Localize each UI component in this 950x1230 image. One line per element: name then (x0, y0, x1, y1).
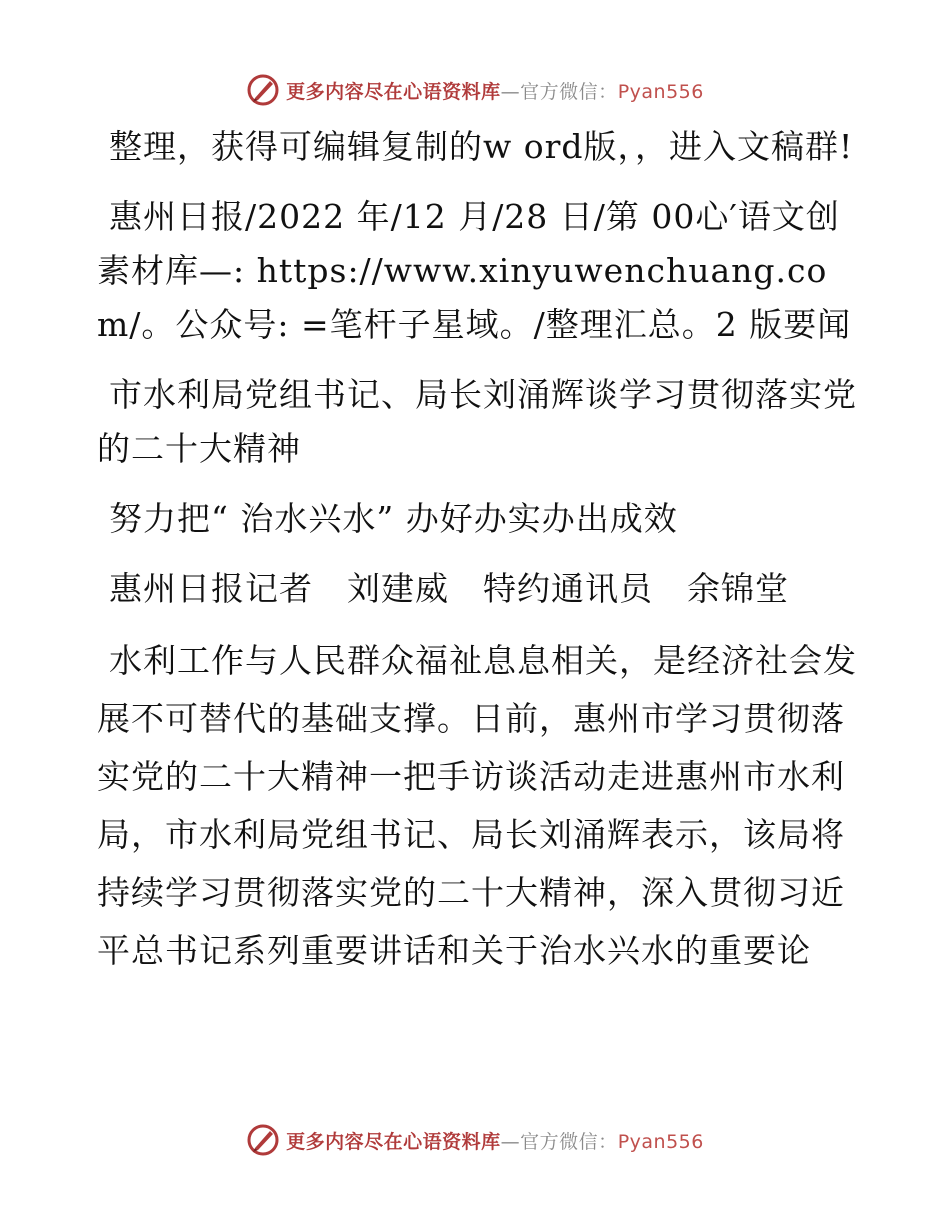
article-subtitle: 市水利局党组书记、局长刘涌辉谈学习贯彻落实党的二十大精神 (97, 375, 857, 468)
banner-wechat-id: Pyan556 (617, 80, 704, 103)
quill-logo-icon (246, 1123, 280, 1157)
banner-text (286, 1127, 704, 1154)
banner-text (286, 77, 704, 104)
quill-logo-icon (246, 73, 280, 107)
article-title: 努力把“ 治水兴水” 办好办实办出成效 (109, 499, 678, 538)
header-banner (0, 70, 950, 110)
banner-official-label: 官方微信： (520, 1130, 618, 1153)
body-paragraph: 水利工作与人民群众福祉息息相关，是经济社会发展不可替代的基础支撑。日前，惠州市学习贯彻落实党的二十大精神一把手访谈活动走进惠州市水利局，市水利局党组书记、局长刘涌辉表示，该局将持续学习贯彻落实党的二十大精神，深入贯彻习近平总书记系列重要讲话和关于治水兴水的重要论 (97, 641, 857, 970)
byline: 惠州日报记者 刘建威 特约通讯员 余锦堂 (109, 569, 789, 608)
banner-wechat-id: Pyan556 (617, 1130, 704, 1153)
source-paragraph: 惠州日报/2022 年/12 月/28 日/第 00心′语文创素材库—: https://www.xinyuwenchuang.com/。公众号: =笔杆子星域。/整理汇总。2 版要闻 (97, 197, 852, 344)
banner-official-label: 官方微信： (520, 80, 618, 103)
document-body (97, 120, 857, 996)
banner-dash: — (500, 1130, 521, 1153)
banner-main-text: 更多内容尽在心语资料库 (286, 80, 501, 103)
footer-banner (0, 1120, 950, 1160)
banner-main-text: 更多内容尽在心语资料库 (286, 1130, 501, 1153)
banner-dash: — (500, 80, 521, 103)
intro-paragraph: 整理，获得可编辑复制的w ord版，，进入文稿群! (109, 127, 854, 166)
